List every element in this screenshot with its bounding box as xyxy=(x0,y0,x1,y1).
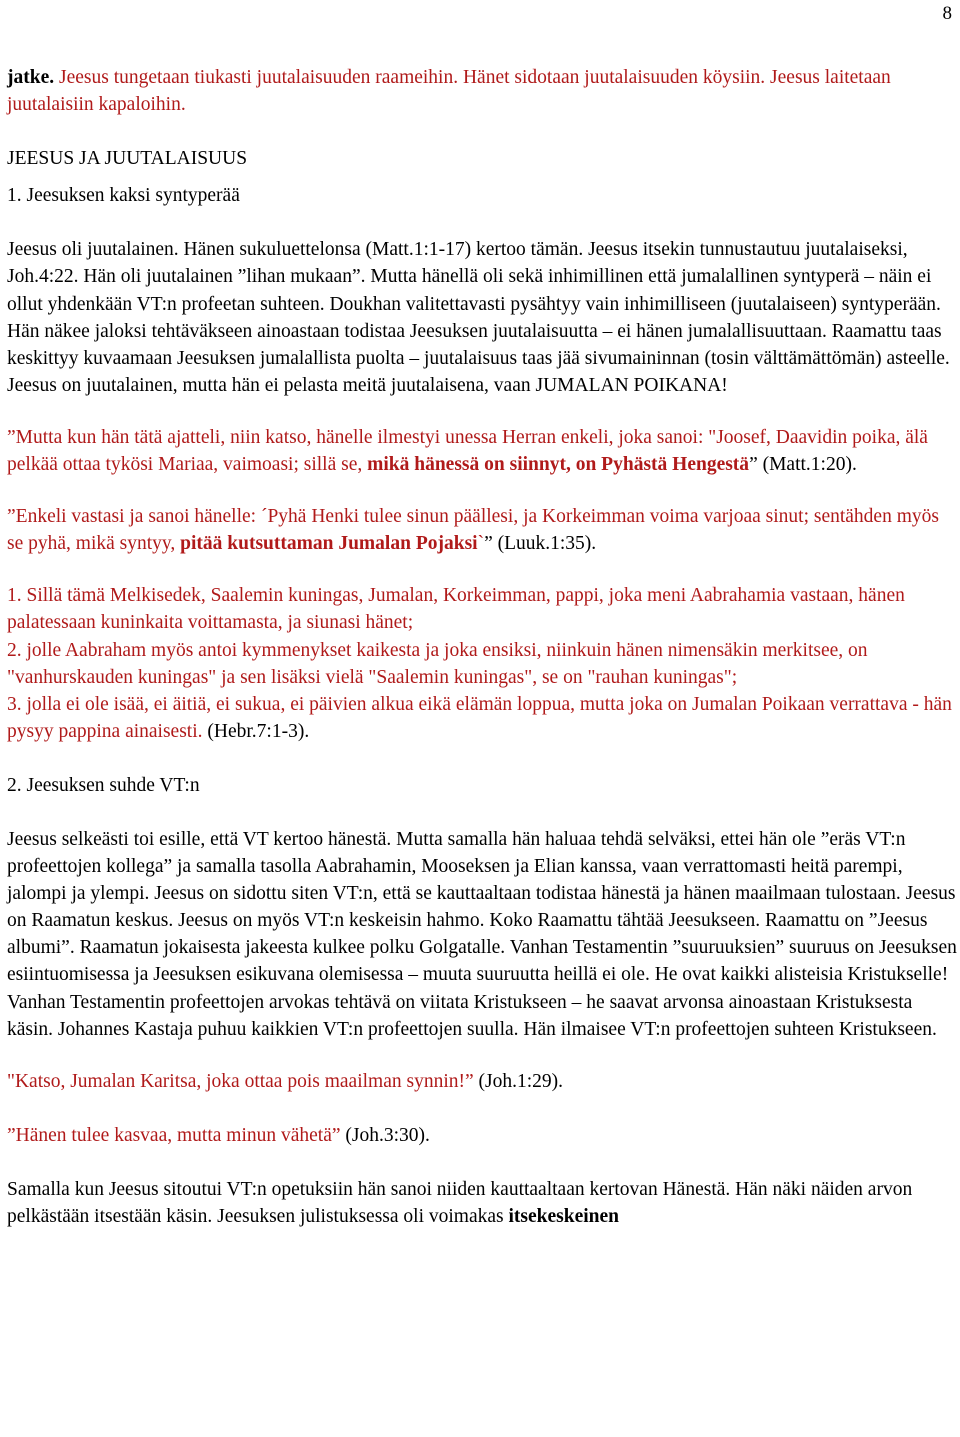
quote-matthew-text: ”Mutta kun hän tätä ajatteli, niin katso, hänelle ilmestyi unessa Herran enkeli, joka sanoi: "Joosef, Daavidin poika, älä pelkää ottaa tykösi Mariaa, vaimoasi; sillä se, xyxy=(7,426,928,476)
section2-paragraph: Jeesus selkeästi toi esille, että VT kertoo hänestä. Mutta samalla hän haluaa tehdä selväksi, ettei hän ole ”eräs VT:n profeettojen kollega” ja samalla tasolla Aabrahamin, Mooseksen ja Elian kanssa, vaan verrattomasti heitä parempi, jalompi ja ylempi. Jeesus on sidottu siten VT:n, että se kauttaaltaan todistaa hänestä ja hänen maailmaan tulostaan. Jeesus on Raamatun keskus. Jeesus on myös VT:n keskeisin hahmo. Koko Raamattu tähtää Jeesukseen. Raamattu on ”Jeesus albumi”. Raamatun jokaisesta jakeesta kulkee polku Golgatalle. Vanhan Testamentin ”suuruuksien” suuruus on Jeesuksen esiintuomisessa ja Jeesuksen esikuvana olemisessa – muuta suuruutta heillä ei ole. He ovat kaikki alisteisia Kristukselle! Vanhan Testamentin profeettojen arvokas tehtävä on viitata Kristukseen – he saavat arvonsa ainoastaan Kristuksesta käsin. Johannes Kastaja puhuu kaikkien VT:n profeettojen suulla. Hän ilmaisee VT:n profeettojen suhteen Kristukseen. xyxy=(7,828,957,1040)
closing-paragraph xyxy=(7,1176,957,1230)
document-body xyxy=(7,64,957,1230)
quote-john-3 xyxy=(7,1122,957,1149)
intro-text: Jeesus tungetaan tiukasti juutalaisuuden raameihin. Hänet sidotaan juutalaisuuden köysiin. Jeesus laitetaan juutalaisiin kapaloihin. xyxy=(7,67,891,116)
hebrews-verse-1: 1. Sillä tämä Melkisedek, Saalemin kuningas, Jumalan, Korkeimman, pappi, joka meni Aabrahamia vastaan, hänen palatessaan kuninkaita voittamasta, ja siunasi hänet; xyxy=(7,585,905,634)
hebrews-quote xyxy=(7,582,957,745)
quote-luke xyxy=(7,503,957,557)
section1-title: 1. Jeesuksen kaksi syntyperää xyxy=(7,185,240,207)
quote-john-3-text: ”Hänen tulee kasvaa, mutta minun vähetä” xyxy=(7,1124,341,1146)
quote-luke-tail: ` xyxy=(477,533,485,555)
quote-john-1-ref: (Joh.1:29). xyxy=(473,1070,564,1092)
quote-matthew xyxy=(7,424,957,478)
closing-text: Samalla kun Jeesus sitoutui VT:n opetuksiin hän sanoi niiden kauttaaltaan kertovan Hänestä. Hän näki näiden arvon pelkästään itsestään käsin. Jeesuksen julistuksessa oli voimakas xyxy=(7,1178,913,1227)
intro-paragraph xyxy=(7,64,957,118)
hebrews-verse-3 xyxy=(7,691,957,745)
quote-matthew-ref: ” (Matt.1:20). xyxy=(749,454,857,476)
quote-john-1 xyxy=(7,1068,957,1095)
quote-luke-bold: pitää kutsuttaman Jumalan Pojaksi xyxy=(180,533,478,555)
quote-john-3-ref: (Joh.3:30). xyxy=(340,1124,430,1146)
intro-lead: jatke. xyxy=(7,67,55,88)
hebrews-verse-2: 2. jolle Aabraham myös antoi kymmenykset kaikesta ja joka ensiksi, niinkuin hänen nimensäkin merkitsee, on "vanhurskauden kuningas" ja sen lisäksi vielä "Saalemin kuningas", se on "rauhan kuningas"; xyxy=(7,639,868,688)
page-number: 8 xyxy=(942,3,952,24)
section1-paragraph: Jeesus oli juutalainen. Hänen sukuluettelonsa (Matt.1:1-17) kertoo tämän. Jeesus itsekin tunnustautuu juutalaiseksi, Joh.4:22. Hän oli juutalainen ”lihan mukaan”. Mutta hänellä oli sekä inhimillinen että jumalallinen syntyperä – näin ei ollut yhdenkään VT:n profeetan suhteen. Doukhan valitettavasti pysähtyy vain inhimilliseen (juutalaiseen) syntyperään. Hän näkee jaloksi tehtäväkseen ainoastaan todistaa Jeesuksen juutalaisuutta – ei hänen jumalallisuuttaan. Raamattu taas keskittyy kuvaamaan Jeesuksen jumalallista puolta – juutalaisuus taas jää sivumaininnan (tosin välttämättömän) asteelle. Jeesus on juutalainen, mutta hän ei pelasta meitä juutalaisena, vaan JUMALAN POIKANA! xyxy=(7,239,950,396)
quote-luke-text: ”Enkeli vastasi ja sanoi hänelle: ´Pyhä Henki tulee sinun päällesi, ja Korkeimman voima varjoaa sinut; sentähden myös se pyhä, mikä syntyy, xyxy=(7,506,939,555)
hebrews-ref: (Hebr.7:1-3). xyxy=(202,720,310,742)
section-heading: JEESUS JA JUUTALAISUUS xyxy=(7,148,248,170)
quote-luke-ref: ” (Luuk.1:35). xyxy=(484,533,597,555)
hebrews-verse-3-text: 3. jolla ei ole isää, ei äitiä, ei sukua, ei päivien alkua eikä elämän loppua, mutta joka on Jumalan Poikaan verrattava - hän pysyy pappina ainaisesti. xyxy=(7,693,952,742)
quote-matthew-bold: mikä hänessä on siinnyt, on Pyhästä Hengestä xyxy=(367,454,750,476)
closing-bold: itsekeskeinen xyxy=(508,1206,620,1227)
quote-john-1-text: "Katso, Jumalan Karitsa, joka ottaa pois maailman synnin!” xyxy=(7,1070,474,1092)
section2-title: 2. Jeesuksen suhde VT:n xyxy=(7,774,200,796)
